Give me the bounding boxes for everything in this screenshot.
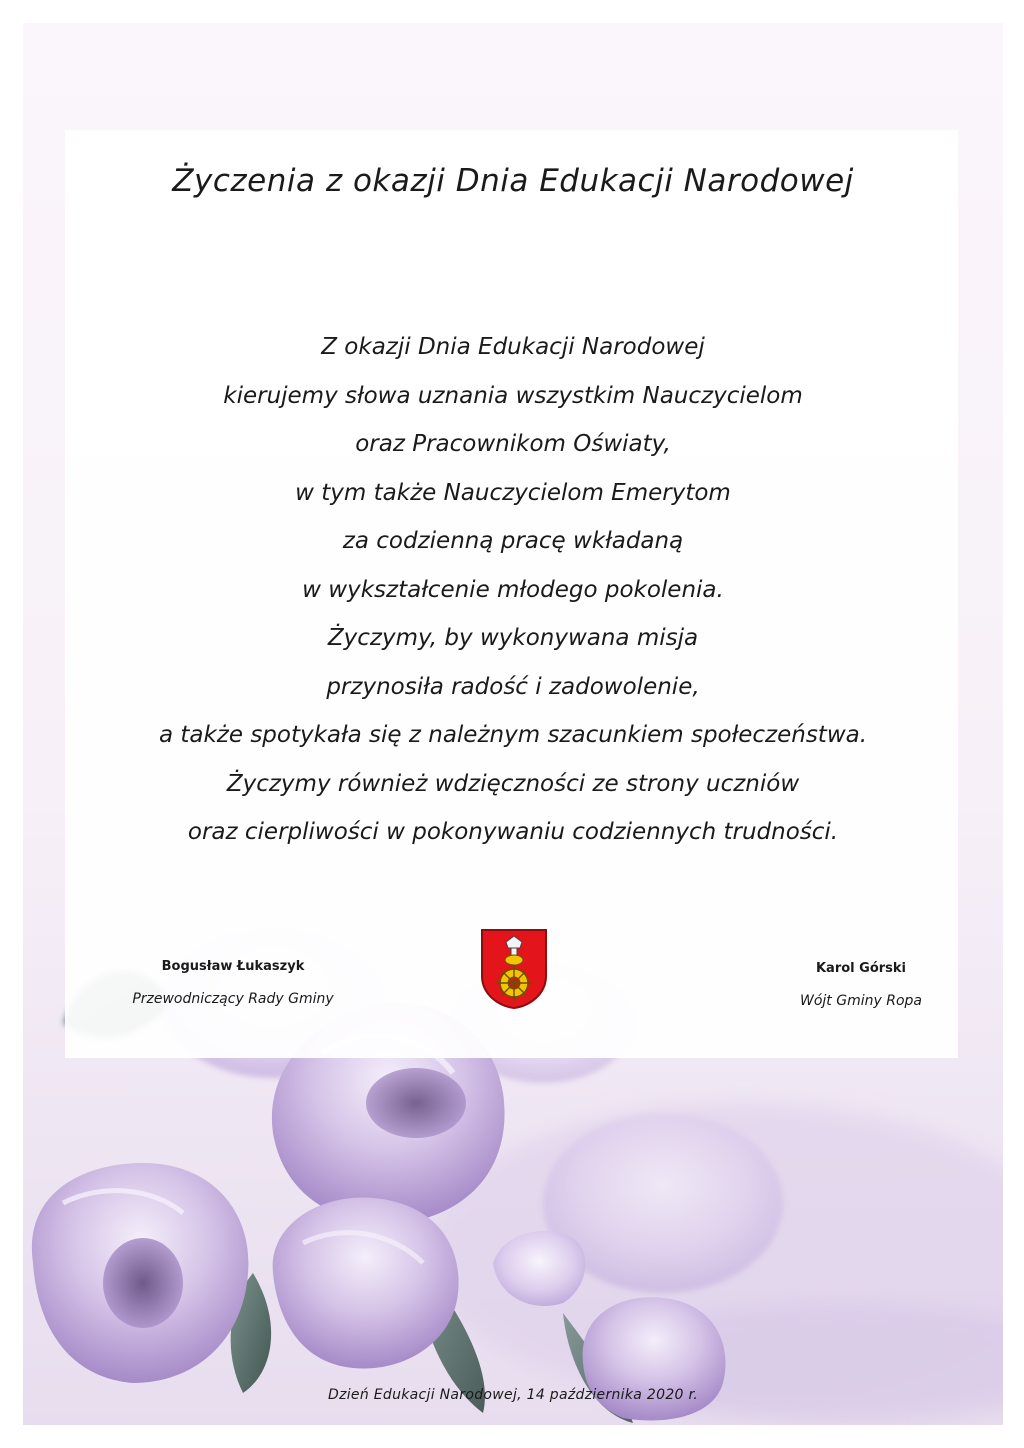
body-line: w wykształcenie młodego pokolenia.: [302, 576, 724, 603]
right-signature-name: Karol Górski: [815, 961, 907, 976]
left-signature-name: Bogusław Łukaszyk: [161, 959, 305, 974]
body-line: Życzymy również wdzięczności ze strony uczniów: [226, 770, 800, 797]
body-line: za codzienną pracę wkładaną: [342, 528, 684, 554]
body-line: w tym także Nauczycielom Emerytom: [295, 479, 731, 506]
coat-of-arms-icon: [480, 928, 548, 1010]
right-signature-role: Wójt Gminy Ropa: [800, 993, 922, 1009]
greeting-body: [23, 323, 1003, 857]
body-line: oraz Pracownikom Oświaty,: [355, 431, 671, 457]
body-line: a także spotykała się z należnym szacunkiem społeczeństwa.: [158, 722, 868, 748]
body-line: Z okazji Dnia Edukacji Narodowej: [321, 334, 705, 360]
body-line: oraz cierpliwości w pokonywaniu codziennych trudności.: [187, 819, 839, 845]
body-line: Życzymy, by wykonywana misja: [327, 625, 699, 651]
page-title: Życzenia z okazji Dnia Edukacji Narodowej: [172, 163, 854, 199]
footer-date: Dzień Edukacji Narodowej, 14 października 2020 r.: [327, 1387, 699, 1403]
left-signature-role: Przewodniczący Rady Gminy: [132, 991, 334, 1007]
body-line: przynosiła radość i zadowolenie,: [326, 673, 700, 700]
greeting-card: [23, 23, 1003, 1425]
body-line: kierujemy słowa uznania wszystkim Nauczycielom: [223, 382, 803, 409]
